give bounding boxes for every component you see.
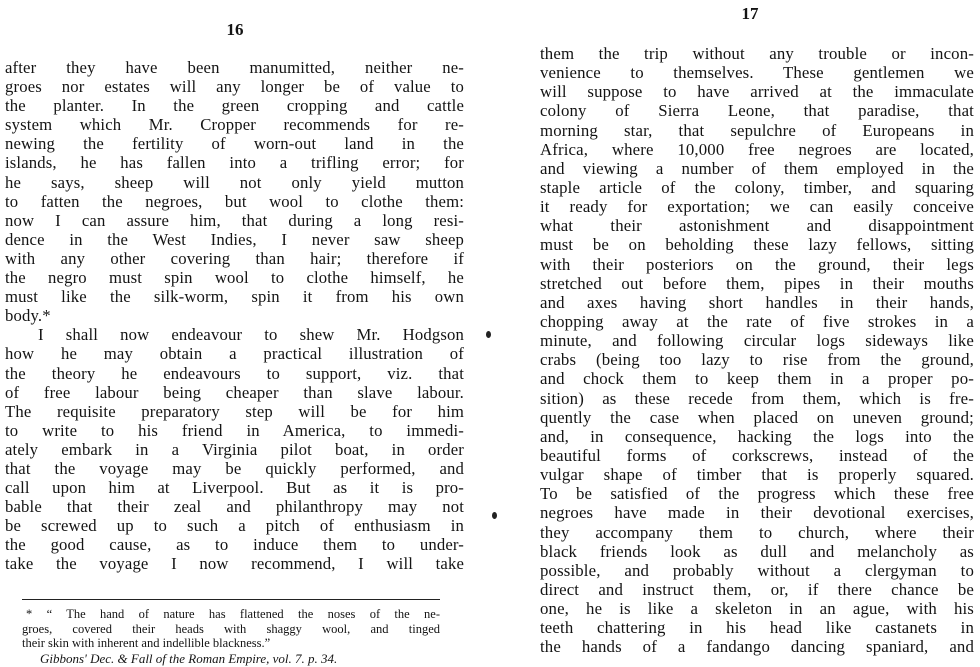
text-line: negroes have made in their devotional exercises, xyxy=(540,503,974,523)
text-line: The requisite preparatory step will be for him xyxy=(5,401,464,421)
text-line: after they have been manumitted, neither ne- xyxy=(5,58,464,77)
text-line: must like the silk-worm, spin it from his own xyxy=(5,287,464,307)
text-line: now I can assure him, that during a long resi- xyxy=(5,210,464,230)
text-line: of free labour being cheaper than slave labour. xyxy=(5,382,464,402)
text-line: beautiful forms of corkscrews, instead of the xyxy=(540,445,974,465)
text-line: crabs (being too lazy to rise from the ground, xyxy=(540,350,974,370)
text-line: the hands of a fandango dancing spaniard, and xyxy=(540,637,974,657)
text-line: stretched out before them, pipes in their mouths xyxy=(540,273,974,293)
left-page-body xyxy=(0,58,470,574)
right-page-body xyxy=(520,44,980,657)
text-line: how he may obtain a practical illustration of xyxy=(5,344,464,364)
text-line: with any other covering than hair; therefore if xyxy=(5,248,464,268)
text-line: islands, he has fallen into a trifling error; for xyxy=(5,153,464,173)
footnote-divider xyxy=(22,599,440,600)
text-line: Africa, where 10,000 free negroes are located, xyxy=(540,139,974,159)
text-line: one, he is like a skeleton in an ague, with his xyxy=(540,599,974,619)
text-line: quently the case when placed on uneven ground; xyxy=(540,407,974,427)
footnote-line: * “ The hand of nature has flattened the noses of the ne- xyxy=(26,607,440,621)
text-line: and, in consequence, hacking the logs into the xyxy=(540,426,974,446)
text-line: colony of Sierra Leone, that paradise, that xyxy=(540,101,974,121)
text-line: the planter. In the green cropping and cattle xyxy=(5,96,464,116)
text-line: minute, and following circular logs sideways like xyxy=(540,331,974,351)
text-line: be screwed up to such a pitch of enthusiasm in xyxy=(5,516,464,536)
text-line: call upon him at Liverpool. But as it is pro- xyxy=(5,478,464,498)
footnote-line: groes, covered their heads with shaggy wool, and tinged xyxy=(22,621,440,636)
text-line: I shall now endeavour to shew Mr. Hodgson xyxy=(38,325,464,345)
text-line: sition) as these recede from them, which is fre- xyxy=(540,388,974,408)
text-line: must be on beholding these lazy fellows, sitting xyxy=(540,235,974,255)
text-line: system which Mr. Cropper recommends for re- xyxy=(5,115,464,135)
text-line: that the voyage may be quickly performed, and xyxy=(5,458,464,478)
ink-spot xyxy=(492,512,497,519)
text-line: body.* xyxy=(5,306,51,326)
text-line: and chock them to keep them in a proper po- xyxy=(540,369,974,389)
text-line: morning star, that sepulchre of Europeans in xyxy=(540,120,974,140)
left-page xyxy=(0,0,470,665)
text-line: will suppose to have arrived at the immaculate xyxy=(540,82,974,102)
text-line: dence in the West Indies, I never saw sheep xyxy=(5,229,464,249)
text-line: direct and instruct them, or, if there chance be xyxy=(540,579,974,599)
text-line: to fatten the negroes, but wool to clothe them: xyxy=(5,191,464,211)
text-line: ately embark in a Virginia pilot boat, in order xyxy=(5,439,464,459)
footnote xyxy=(22,607,440,651)
text-line: the good cause, as to induce them to under- xyxy=(5,535,464,555)
text-line: and viewing a number of them employed in the xyxy=(540,158,974,178)
page-number-right: 17 xyxy=(741,4,759,23)
ink-spot xyxy=(486,331,491,338)
text-line: the theory he endeavours to support, viz. that xyxy=(5,363,464,383)
footnote-citation: Gibbons' Dec. & Fall of the Roman Empire, vol. 7. p. 34. xyxy=(40,651,338,666)
text-line: staple article of the colony, timber, and squaring xyxy=(540,177,974,197)
text-line: with their posteriors on the ground, their legs xyxy=(540,254,974,274)
text-line: to write to his friend in America, to immedi- xyxy=(5,420,464,440)
text-line: venience to themselves. These gentlemen we xyxy=(540,63,974,83)
footnote-line: their skin with inherent and indellible blackness.” xyxy=(22,636,271,650)
text-line: To be satisfied of the progress which these free xyxy=(540,484,974,504)
text-line: what their astonishment and disappointment xyxy=(540,216,974,236)
text-line: teeth chattering in his head like castanets in xyxy=(540,618,974,638)
text-line: bable that their zeal and philanthropy may not xyxy=(5,497,464,517)
text-line: it ready for exportation; we can easily conceive xyxy=(540,197,974,217)
text-line: chopping away at the rate of five strokes in a xyxy=(540,311,974,331)
text-line: them the trip without any trouble or incon- xyxy=(540,44,974,63)
text-line: possible, and probably without a clergyman to xyxy=(540,560,974,580)
right-page xyxy=(520,0,980,665)
text-line: black friends look as dull and melancholy as xyxy=(540,541,974,561)
page-number-left: 16 xyxy=(226,20,244,39)
text-line: they accompany them to church, where their xyxy=(540,522,974,542)
text-line: he says, sheep will not only yield mutton xyxy=(5,172,464,192)
text-line: and axes having short handles in their hands, xyxy=(540,292,974,312)
text-line: take the voyage I now recommend, I will take xyxy=(5,554,464,574)
text-line: vulgar shape of timber that is properly squared. xyxy=(540,465,974,485)
text-line: the negro must spin wool to clothe himself, he xyxy=(5,268,464,288)
text-line: newing the fertility of worn-out land in the xyxy=(5,134,464,154)
text-line: groes nor estates will any longer be of value to xyxy=(5,77,464,97)
